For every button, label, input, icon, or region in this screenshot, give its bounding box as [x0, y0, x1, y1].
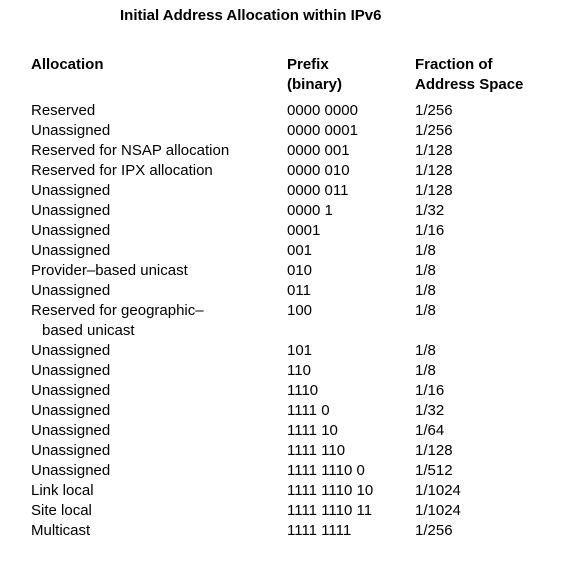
allocation-cell [31, 301, 204, 341]
allocation-text: Site local [31, 502, 92, 519]
table-row [0, 461, 563, 481]
allocation-cell [31, 421, 110, 441]
allocation-cell [31, 361, 110, 381]
allocation-cell [31, 181, 110, 201]
fraction-cell: 1/128 [415, 182, 453, 199]
allocation-text: Unassigned [31, 422, 111, 439]
fraction-cell: 1/32 [415, 202, 445, 219]
prefix-cell: 0000 001 [287, 142, 350, 159]
table-row [0, 501, 563, 521]
fraction-cell: 1/256 [415, 522, 453, 539]
allocation-text: Multicast [31, 522, 91, 539]
fraction-cell: 1/8 [415, 242, 436, 259]
fraction-cell: 1/16 [415, 382, 445, 399]
allocation-cell [31, 281, 110, 301]
allocation-text: Unassigned [31, 182, 111, 199]
prefix-cell: 010 [287, 262, 313, 279]
prefix-cell: 0001 [287, 222, 321, 239]
table-row [0, 281, 563, 301]
fraction-cell: 1/1024 [415, 482, 461, 499]
allocation-table [0, 101, 563, 541]
allocation-text: Reserved for NSAP allocation [31, 142, 230, 159]
prefix-cell: 1111 0 [287, 402, 330, 419]
allocation-cell [31, 501, 92, 521]
table-row [0, 101, 563, 121]
column-header-prefix [287, 55, 342, 95]
fraction-cell: 1/64 [415, 422, 445, 439]
fraction-cell: 1/128 [415, 162, 453, 179]
prefix-cell: 0000 011 [287, 182, 349, 199]
allocation-text: Unassigned [31, 362, 111, 379]
fraction-cell: 1/8 [415, 302, 436, 319]
prefix-cell: 1111 1110 0 [287, 462, 365, 479]
prefix-cell: 110 [287, 362, 311, 379]
table-row [0, 341, 563, 361]
allocation-cell [31, 201, 110, 221]
allocation-text: Provider–based unicast [31, 262, 188, 279]
table-row [0, 361, 563, 381]
allocation-text: Unassigned [31, 202, 111, 219]
column-header-fraction-line2: Address Space [415, 76, 524, 93]
prefix-cell: 0000 010 [287, 162, 350, 179]
prefix-cell: 1111 1111 [287, 522, 352, 539]
allocation-cell [31, 461, 110, 481]
table-row [0, 481, 563, 501]
allocation-text: Unassigned [31, 122, 111, 139]
prefix-cell: 0000 0000 [287, 102, 358, 119]
allocation-cell [31, 141, 229, 161]
allocation-text: Unassigned [31, 342, 111, 359]
table-row [0, 121, 563, 141]
table-row [0, 261, 563, 281]
table-row [0, 241, 563, 261]
allocation-text: Unassigned [31, 222, 111, 239]
column-header-prefix-line2: (binary) [287, 76, 343, 93]
allocation-text: Reserved [31, 102, 96, 119]
table-row [0, 521, 563, 541]
allocation-cell [31, 401, 110, 421]
fraction-cell: 1/128 [415, 442, 453, 459]
prefix-cell: 1111 10 [287, 422, 338, 439]
page-title: Initial Address Allocation within IPv6 [120, 7, 382, 24]
allocation-cell [31, 101, 95, 121]
fraction-cell: 1/8 [415, 262, 436, 279]
allocation-cell [31, 481, 94, 501]
allocation-cell [31, 441, 110, 461]
fraction-cell: 1/1024 [415, 502, 461, 519]
table-row [0, 421, 563, 441]
table-row [0, 161, 563, 181]
fraction-cell: 1/256 [415, 122, 453, 139]
prefix-cell: 001 [287, 242, 313, 259]
table-row [0, 401, 563, 421]
allocation-text: Unassigned [31, 382, 111, 399]
prefix-cell: 011 [287, 282, 311, 299]
column-header-fraction [415, 55, 523, 95]
fraction-cell: 1/128 [415, 142, 453, 159]
fraction-cell: 1/8 [415, 362, 436, 379]
allocation-cell [31, 121, 110, 141]
allocation-text: Reserved for IPX allocation [31, 162, 213, 179]
fraction-cell: 1/32 [415, 402, 445, 419]
fraction-cell: 1/256 [415, 102, 453, 119]
table-row [0, 221, 563, 241]
column-header-prefix-line1: Prefix [287, 56, 329, 73]
allocation-cell [31, 521, 90, 541]
allocation-cell [31, 241, 110, 261]
allocation-text-continued: based unicast [42, 322, 135, 339]
table-row [0, 301, 563, 341]
allocation-cell [31, 221, 110, 241]
allocation-text: Unassigned [31, 282, 111, 299]
allocation-text: Unassigned [31, 402, 111, 419]
prefix-cell: 100 [287, 302, 313, 319]
fraction-cell: 1/8 [415, 342, 436, 359]
prefix-cell: 0000 1 [287, 202, 333, 219]
allocation-text: Unassigned [31, 442, 111, 459]
fraction-cell: 1/8 [415, 282, 436, 299]
prefix-cell: 0000 0001 [287, 122, 358, 139]
prefix-cell: 101 [287, 342, 313, 359]
prefix-cell: 1111 1110 10 [287, 482, 374, 499]
allocation-cell [31, 381, 110, 401]
prefix-cell: 1111 110 [287, 442, 346, 459]
allocation-text: Reserved for geographic– [31, 302, 204, 319]
allocation-text: Unassigned [31, 462, 111, 479]
prefix-cell: 1111 1110 11 [287, 502, 373, 519]
allocation-cell [31, 341, 110, 361]
table-row [0, 181, 563, 201]
table-row [0, 441, 563, 461]
table-row [0, 141, 563, 161]
allocation-cell [31, 261, 188, 281]
fraction-cell: 1/16 [415, 222, 445, 239]
allocation-text: Unassigned [31, 242, 111, 259]
table-row [0, 201, 563, 221]
allocation-cell [31, 161, 213, 181]
table-row [0, 381, 563, 401]
column-header-allocation [31, 55, 104, 75]
allocation-text: Link local [31, 482, 94, 499]
column-header-allocation-label: Allocation [31, 56, 104, 73]
prefix-cell: 1110 [287, 382, 319, 399]
column-header-fraction-line1: Fraction of [415, 56, 493, 73]
fraction-cell: 1/512 [415, 462, 453, 479]
